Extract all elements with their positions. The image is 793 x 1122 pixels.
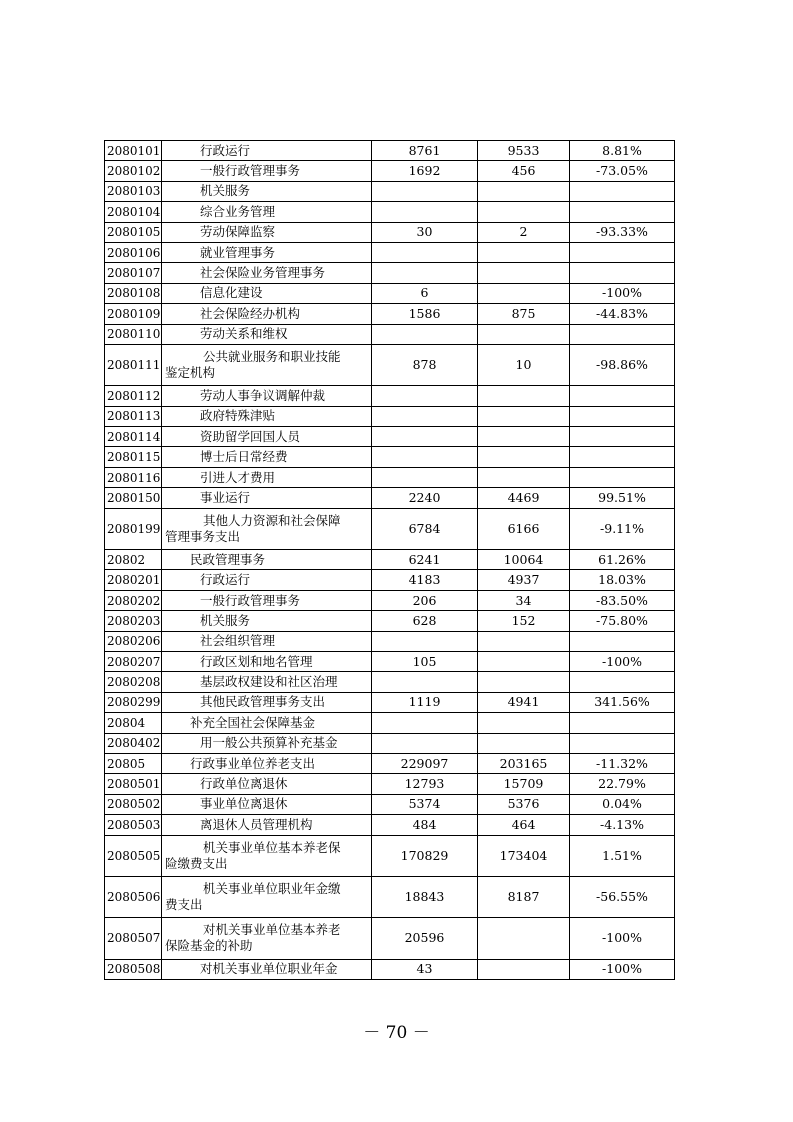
table-row	[105, 692, 675, 712]
change-percent-cell: 0.04%	[570, 794, 675, 814]
subject-name-line-1: 其他人力资源和社会保障	[203, 512, 341, 528]
current-amount-cell: 875	[478, 304, 570, 324]
table-row	[105, 161, 675, 181]
subject-name-cell	[162, 508, 372, 549]
subject-name-cell: 社会组织管理	[162, 631, 372, 651]
current-amount-cell: 9533	[478, 141, 570, 161]
change-percent-cell	[570, 263, 675, 283]
change-percent-cell	[570, 386, 675, 406]
prior-amount-cell: 878	[372, 344, 478, 385]
subject-code-cell: 2080108	[105, 283, 162, 303]
prior-amount-cell	[372, 631, 478, 651]
change-percent-cell	[570, 447, 675, 467]
current-amount-cell: 4937	[478, 570, 570, 590]
change-percent-cell	[570, 467, 675, 487]
subject-code-cell: 2080114	[105, 427, 162, 447]
prior-amount-cell: 170829	[372, 835, 478, 876]
subject-code-cell: 2080208	[105, 672, 162, 692]
table-row	[105, 304, 675, 324]
prior-amount-cell: 30	[372, 222, 478, 242]
current-amount-cell: 8187	[478, 876, 570, 917]
table-row	[105, 447, 675, 467]
change-percent-cell	[570, 406, 675, 426]
subject-code-cell: 2080101	[105, 141, 162, 161]
change-percent-cell: -93.33%	[570, 222, 675, 242]
table-row	[105, 242, 675, 262]
current-amount-cell: 10	[478, 344, 570, 385]
table-row	[105, 611, 675, 631]
prior-amount-cell	[372, 447, 478, 467]
subject-name-cell: 行政运行	[162, 570, 372, 590]
subject-name-cell: 一般行政管理事务	[162, 161, 372, 181]
subject-code-cell: 2080109	[105, 304, 162, 324]
subject-code-cell: 2080506	[105, 876, 162, 917]
change-percent-cell: -4.13%	[570, 815, 675, 835]
subject-code-cell: 2080103	[105, 181, 162, 201]
table-row	[105, 467, 675, 487]
prior-amount-cell: 2240	[372, 488, 478, 508]
subject-name-line-1: 机关事业单位基本养老保	[203, 839, 341, 855]
prior-amount-cell: 6784	[372, 508, 478, 549]
prior-amount-cell	[372, 733, 478, 753]
subject-name-cell: 综合业务管理	[162, 202, 372, 222]
prior-amount-cell: 20596	[372, 918, 478, 959]
subject-name-cell: 机关服务	[162, 611, 372, 631]
current-amount-cell	[478, 283, 570, 303]
table-row	[105, 222, 675, 242]
subject-code-cell: 2080402	[105, 733, 162, 753]
current-amount-cell: 15709	[478, 774, 570, 794]
prior-amount-cell	[372, 202, 478, 222]
change-percent-cell	[570, 324, 675, 344]
subject-name-line-2: 鉴定机构	[165, 365, 216, 381]
table-row	[105, 202, 675, 222]
table-row	[105, 918, 675, 959]
prior-amount-cell	[372, 181, 478, 201]
current-amount-cell: 10064	[478, 550, 570, 570]
subject-code-cell: 2080505	[105, 835, 162, 876]
subject-name-line-1: 公共就业服务和职业技能	[203, 349, 341, 365]
change-percent-cell: -83.50%	[570, 590, 675, 610]
change-percent-cell: -9.11%	[570, 508, 675, 549]
subject-name-cell: 其他民政管理事务支出	[162, 692, 372, 712]
prior-amount-cell: 105	[372, 651, 478, 671]
subject-name-cell: 就业管理事务	[162, 242, 372, 262]
subject-code-cell: 20805	[105, 753, 162, 773]
current-amount-cell: 5376	[478, 794, 570, 814]
subject-name-cell: 事业单位离退休	[162, 794, 372, 814]
table-row	[105, 835, 675, 876]
prior-amount-cell	[372, 427, 478, 447]
subject-code-cell: 2080111	[105, 344, 162, 385]
table-row	[105, 427, 675, 447]
subject-code-cell: 2080116	[105, 467, 162, 487]
current-amount-cell	[478, 713, 570, 733]
table-row	[105, 631, 675, 651]
current-amount-cell	[478, 651, 570, 671]
current-amount-cell	[478, 324, 570, 344]
subject-code-cell: 2080206	[105, 631, 162, 651]
subject-code-cell: 2080104	[105, 202, 162, 222]
current-amount-cell	[478, 406, 570, 426]
current-amount-cell	[478, 672, 570, 692]
table-row	[105, 570, 675, 590]
subject-name-cell: 民政管理事务	[162, 550, 372, 570]
current-amount-cell	[478, 427, 570, 447]
change-percent-cell	[570, 242, 675, 262]
change-percent-cell: -75.80%	[570, 611, 675, 631]
table-row	[105, 406, 675, 426]
subject-name-cell: 劳动关系和维权	[162, 324, 372, 344]
subject-code-cell: 2080508	[105, 959, 162, 979]
prior-amount-cell: 484	[372, 815, 478, 835]
change-percent-cell: -56.55%	[570, 876, 675, 917]
current-amount-cell: 6166	[478, 508, 570, 549]
budget-table-body	[105, 141, 675, 980]
table-row	[105, 733, 675, 753]
table-row	[105, 263, 675, 283]
subject-code-cell: 2080107	[105, 263, 162, 283]
change-percent-cell	[570, 181, 675, 201]
prior-amount-cell: 6	[372, 283, 478, 303]
subject-name-cell	[162, 344, 372, 385]
subject-code-cell: 2080150	[105, 488, 162, 508]
change-percent-cell: -98.86%	[570, 344, 675, 385]
current-amount-cell: 152	[478, 611, 570, 631]
subject-name-cell: 补充全国社会保障基金	[162, 713, 372, 733]
subject-name-cell: 一般行政管理事务	[162, 590, 372, 610]
change-percent-cell	[570, 202, 675, 222]
prior-amount-cell	[372, 263, 478, 283]
change-percent-cell: 1.51%	[570, 835, 675, 876]
table-row	[105, 550, 675, 570]
subject-code-cell: 2080110	[105, 324, 162, 344]
table-row	[105, 672, 675, 692]
subject-name-cell: 劳动人事争议调解仲裁	[162, 386, 372, 406]
subject-name-line-2: 险缴费支出	[165, 855, 228, 871]
change-percent-cell: 99.51%	[570, 488, 675, 508]
subject-name-line-2: 管理事务支出	[165, 528, 241, 544]
subject-name-cell: 机关服务	[162, 181, 372, 201]
current-amount-cell	[478, 242, 570, 262]
subject-name-cell	[162, 835, 372, 876]
table-row	[105, 713, 675, 733]
change-percent-cell: 341.56%	[570, 692, 675, 712]
subject-code-cell: 20802	[105, 550, 162, 570]
change-percent-cell: 18.03%	[570, 570, 675, 590]
prior-amount-cell: 229097	[372, 753, 478, 773]
table-row	[105, 283, 675, 303]
table-row	[105, 590, 675, 610]
subject-code-cell: 2080105	[105, 222, 162, 242]
subject-code-cell: 2080507	[105, 918, 162, 959]
budget-table	[104, 140, 675, 980]
table-row	[105, 774, 675, 794]
subject-code-cell: 2080199	[105, 508, 162, 549]
subject-name-line-1: 对机关事业单位基本养老	[203, 922, 341, 938]
prior-amount-cell: 1586	[372, 304, 478, 324]
subject-name-line-2: 费支出	[165, 897, 203, 913]
table-row	[105, 959, 675, 979]
subject-name-cell: 资助留学回国人员	[162, 427, 372, 447]
change-percent-cell	[570, 631, 675, 651]
subject-code-cell: 2080112	[105, 386, 162, 406]
change-percent-cell: -100%	[570, 959, 675, 979]
current-amount-cell: 456	[478, 161, 570, 181]
change-percent-cell	[570, 713, 675, 733]
change-percent-cell: 22.79%	[570, 774, 675, 794]
table-row	[105, 344, 675, 385]
prior-amount-cell: 4183	[372, 570, 478, 590]
prior-amount-cell: 12793	[372, 774, 478, 794]
current-amount-cell: 2	[478, 222, 570, 242]
current-amount-cell	[478, 467, 570, 487]
prior-amount-cell: 206	[372, 590, 478, 610]
prior-amount-cell: 1119	[372, 692, 478, 712]
page-number: － 70 －	[363, 1023, 430, 1043]
table-row	[105, 753, 675, 773]
current-amount-cell	[478, 631, 570, 651]
current-amount-cell	[478, 202, 570, 222]
table-row	[105, 794, 675, 814]
subject-code-cell: 2080201	[105, 570, 162, 590]
subject-name-cell: 用一般公共预算补充基金	[162, 733, 372, 753]
current-amount-cell	[478, 959, 570, 979]
current-amount-cell	[478, 447, 570, 467]
subject-name-cell: 社会保险经办机构	[162, 304, 372, 324]
prior-amount-cell	[372, 242, 478, 262]
subject-code-cell: 2080502	[105, 794, 162, 814]
change-percent-cell: -100%	[570, 283, 675, 303]
subject-name-cell: 博士后日常经费	[162, 447, 372, 467]
subject-code-cell: 2080203	[105, 611, 162, 631]
prior-amount-cell	[372, 406, 478, 426]
prior-amount-cell: 8761	[372, 141, 478, 161]
prior-amount-cell	[372, 324, 478, 344]
subject-name-cell	[162, 918, 372, 959]
subject-name-cell: 行政运行	[162, 141, 372, 161]
change-percent-cell: 61.26%	[570, 550, 675, 570]
current-amount-cell	[478, 386, 570, 406]
table-row	[105, 815, 675, 835]
subject-name-cell: 离退休人员管理机构	[162, 815, 372, 835]
current-amount-cell	[478, 918, 570, 959]
prior-amount-cell	[372, 386, 478, 406]
subject-name-cell	[162, 876, 372, 917]
table-row	[105, 141, 675, 161]
change-percent-cell	[570, 733, 675, 753]
subject-name-cell: 劳动保障监察	[162, 222, 372, 242]
prior-amount-cell	[372, 467, 478, 487]
subject-name-cell: 政府特殊津贴	[162, 406, 372, 426]
current-amount-cell	[478, 181, 570, 201]
subject-name-cell: 引进人才费用	[162, 467, 372, 487]
subject-name-cell: 基层政权建设和社区治理	[162, 672, 372, 692]
subject-name-cell: 事业运行	[162, 488, 372, 508]
subject-code-cell: 2080202	[105, 590, 162, 610]
subject-code-cell: 2080113	[105, 406, 162, 426]
table-row	[105, 488, 675, 508]
subject-code-cell: 2080115	[105, 447, 162, 467]
current-amount-cell	[478, 263, 570, 283]
change-percent-cell: -44.83%	[570, 304, 675, 324]
prior-amount-cell: 1692	[372, 161, 478, 181]
prior-amount-cell: 18843	[372, 876, 478, 917]
change-percent-cell: -11.32%	[570, 753, 675, 773]
current-amount-cell	[478, 733, 570, 753]
subject-name-line-1: 机关事业单位职业年金缴	[203, 881, 341, 897]
subject-code-cell: 2080106	[105, 242, 162, 262]
subject-name-cell: 社会保险业务管理事务	[162, 263, 372, 283]
subject-code-cell: 2080299	[105, 692, 162, 712]
table-row	[105, 324, 675, 344]
current-amount-cell: 4941	[478, 692, 570, 712]
subject-code-cell: 2080503	[105, 815, 162, 835]
subject-name-cell: 行政单位离退休	[162, 774, 372, 794]
subject-code-cell: 2080501	[105, 774, 162, 794]
prior-amount-cell: 6241	[372, 550, 478, 570]
subject-name-line-2: 保险基金的补助	[165, 938, 253, 954]
table-row	[105, 181, 675, 201]
table-row	[105, 876, 675, 917]
change-percent-cell	[570, 427, 675, 447]
subject-name-cell: 对机关事业单位职业年金	[162, 959, 372, 979]
subject-name-cell: 行政事业单位养老支出	[162, 753, 372, 773]
table-row	[105, 651, 675, 671]
change-percent-cell: -73.05%	[570, 161, 675, 181]
prior-amount-cell: 5374	[372, 794, 478, 814]
table-row	[105, 508, 675, 549]
table-row	[105, 386, 675, 406]
prior-amount-cell: 628	[372, 611, 478, 631]
change-percent-cell	[570, 672, 675, 692]
current-amount-cell: 34	[478, 590, 570, 610]
change-percent-cell: 8.81%	[570, 141, 675, 161]
change-percent-cell: -100%	[570, 651, 675, 671]
subject-code-cell: 2080207	[105, 651, 162, 671]
change-percent-cell: -100%	[570, 918, 675, 959]
prior-amount-cell	[372, 672, 478, 692]
subject-code-cell: 20804	[105, 713, 162, 733]
subject-name-cell: 行政区划和地名管理	[162, 651, 372, 671]
current-amount-cell: 173404	[478, 835, 570, 876]
subject-code-cell: 2080102	[105, 161, 162, 181]
current-amount-cell: 4469	[478, 488, 570, 508]
current-amount-cell: 203165	[478, 753, 570, 773]
subject-name-cell: 信息化建设	[162, 283, 372, 303]
prior-amount-cell	[372, 713, 478, 733]
prior-amount-cell: 43	[372, 959, 478, 979]
current-amount-cell: 464	[478, 815, 570, 835]
